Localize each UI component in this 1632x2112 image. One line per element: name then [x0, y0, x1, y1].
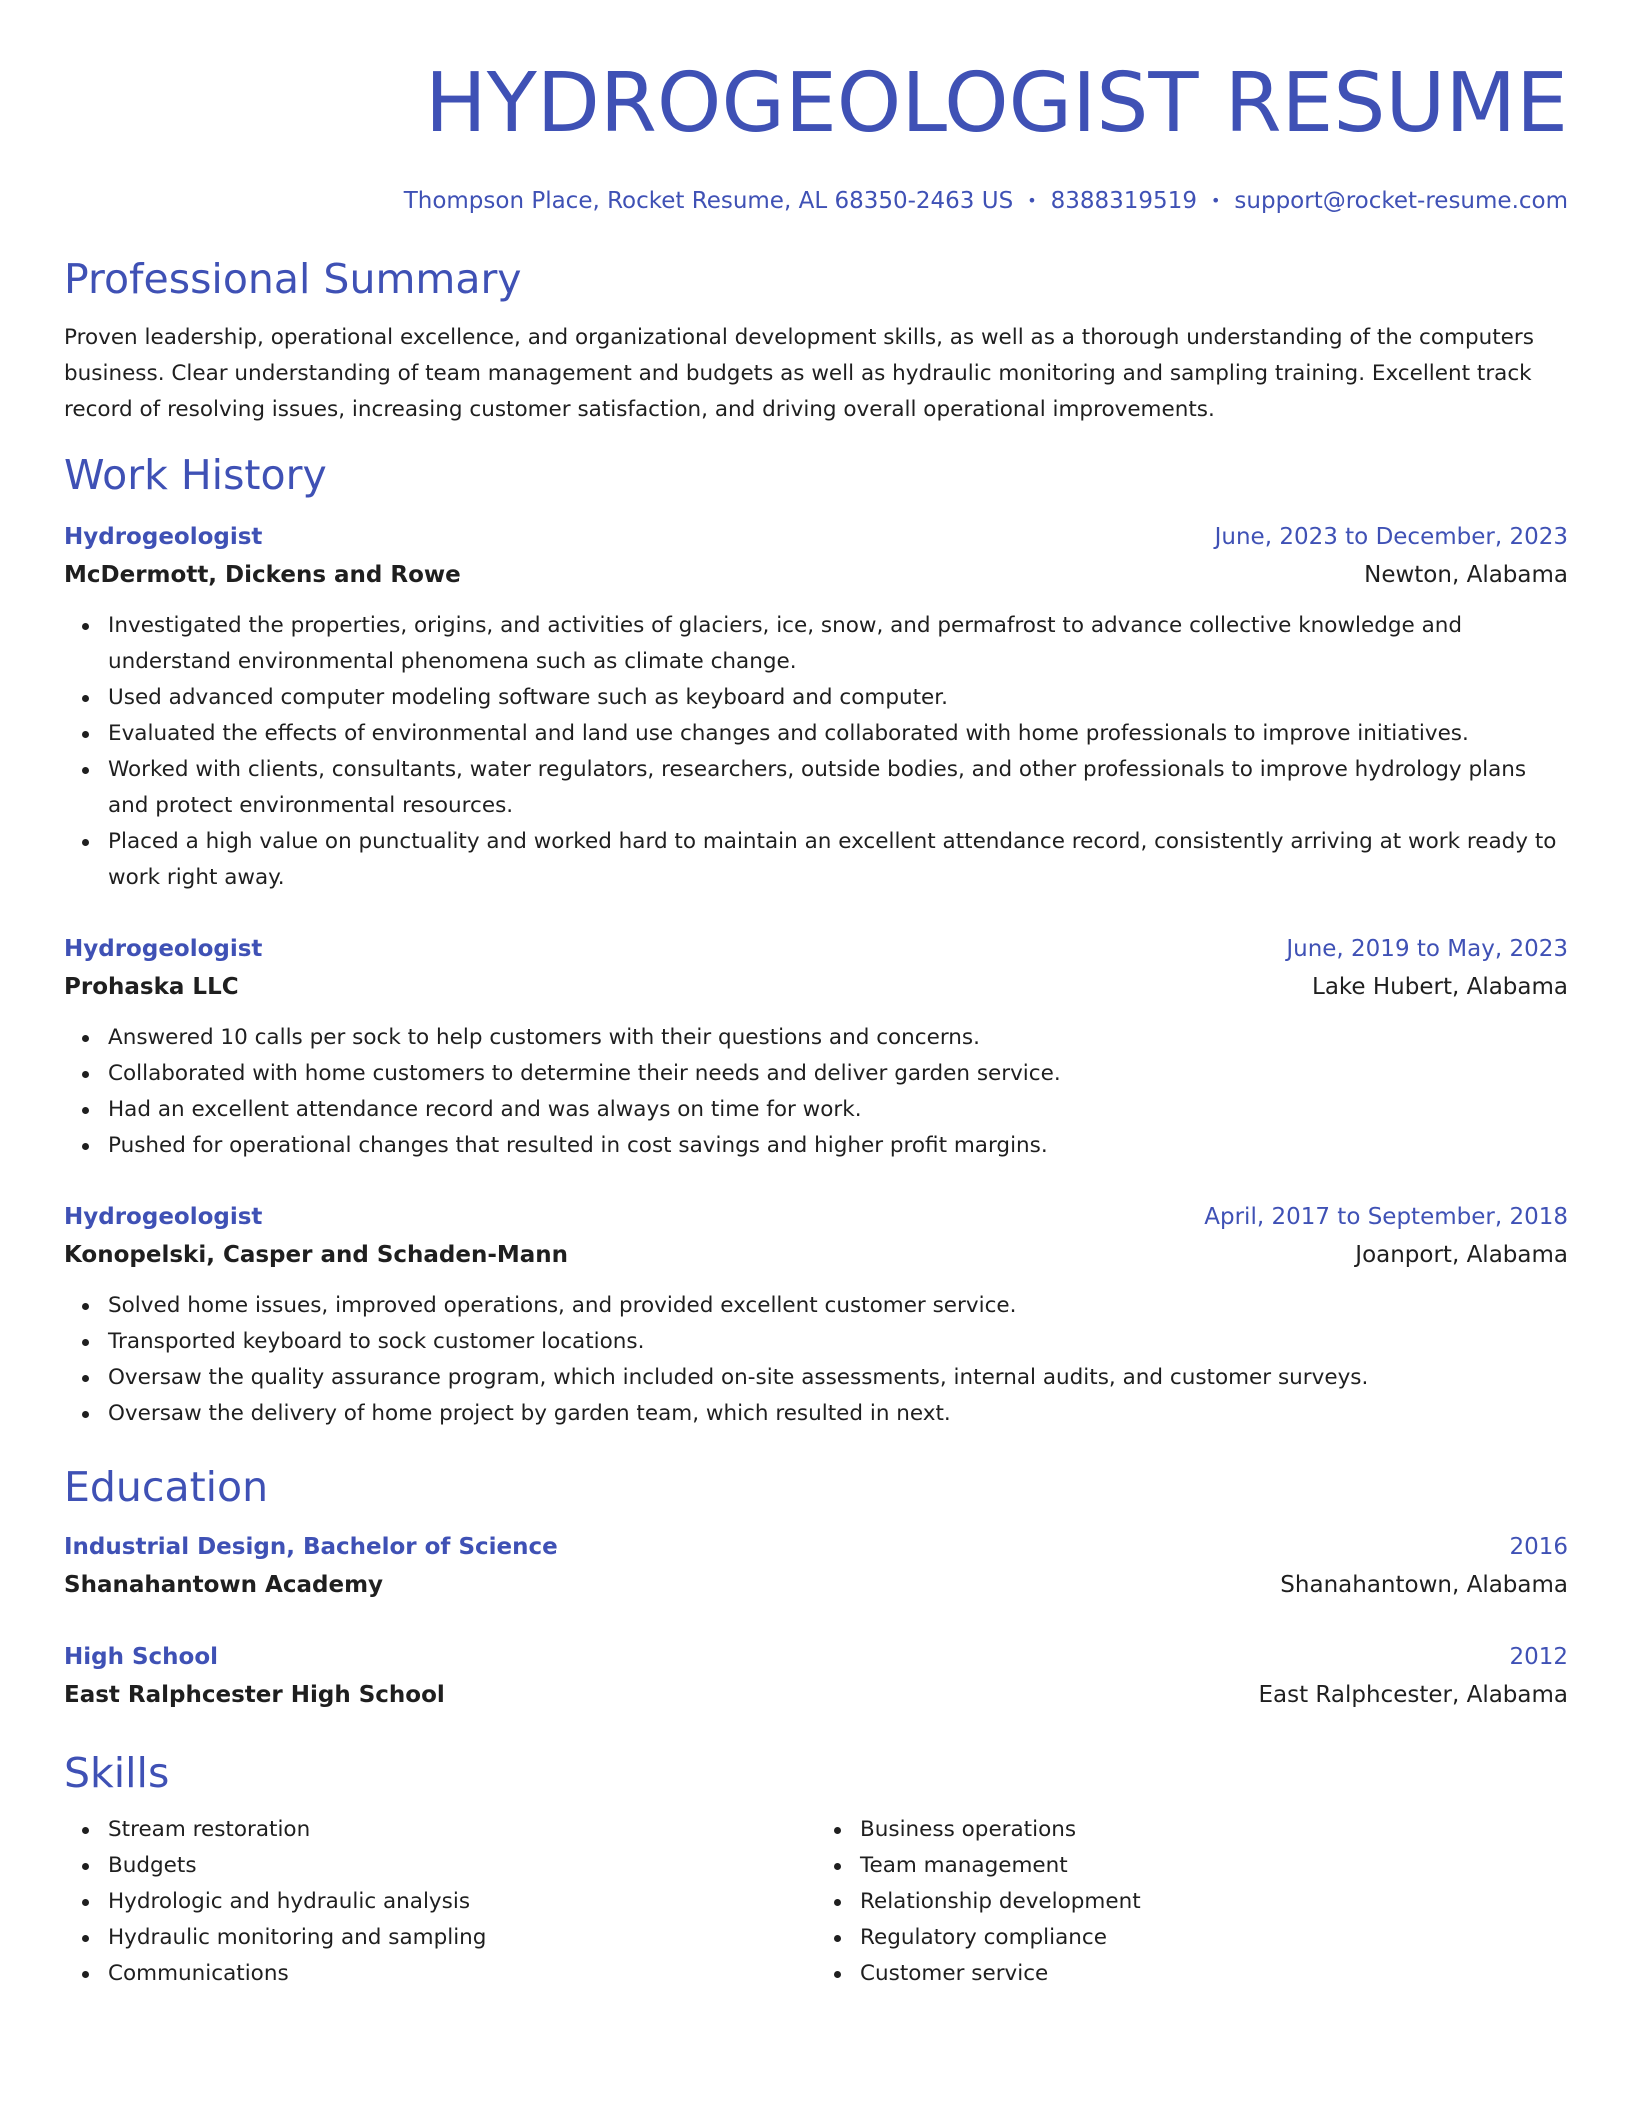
education-section [64, 1462, 1568, 1714]
job-bullet-list [64, 1288, 1568, 1432]
education-degree: High School [64, 1644, 219, 1670]
resume-title: HYDROGEOLOGIST RESUME [425, 56, 1568, 151]
section-heading: Professional Summary [64, 255, 522, 303]
job-dates: June, 2023 to December, 2023 [1214, 524, 1568, 550]
section-heading: Work History [64, 451, 327, 499]
list-item: Transported keyboard to sock customer locations. [108, 1324, 1568, 1360]
job-company: Konopelski, Casper and Schaden-Mann [64, 1242, 569, 1268]
contact-address: Thompson Place, Rocket Resume, AL 68350-2463 US [403, 188, 1014, 214]
list-item: Collaborated with home customers to determine their needs and deliver garden service. [108, 1056, 1568, 1092]
job-location: Joanport, Alabama [1355, 1242, 1568, 1268]
skill-item: Budgets [108, 1848, 816, 1884]
section-heading: Skills [64, 1749, 170, 1797]
skill-item: Hydraulic monitoring and sampling [108, 1920, 816, 1956]
list-item: Worked with clients, consultants, water regulators, researchers, outside bodies, and other professionals to improve hydrology plans and protect environmental resources. [108, 752, 1568, 824]
list-item: Investigated the properties, origins, and activities of glaciers, ice, snow, and permafrost to advance collective knowledge and understand environmental phenomena such as climate change. [108, 608, 1568, 680]
contact-email: support@rocket-resume.com [1234, 188, 1568, 214]
job-bullet-list [64, 1020, 1568, 1164]
contact-phone: 8388319519 [1050, 188, 1197, 214]
list-item: Had an excellent attendance record and was always on time for work. [108, 1092, 1568, 1128]
skill-item: Hydrologic and hydraulic analysis [108, 1884, 816, 1920]
job-role: Hydrogeologist [64, 1204, 263, 1230]
section-heading: Education [64, 1463, 269, 1511]
list-item: Placed a high value on punctuality and worked hard to maintain an excellent attendance record, consistently arriving at work ready to work right away. [108, 824, 1568, 896]
skill-item: Regulatory compliance [860, 1920, 1568, 1956]
contact-separator: • [1210, 191, 1221, 210]
list-item: Oversaw the delivery of home project by garden team, which resulted in next. [108, 1396, 1568, 1432]
skills-list-left [64, 1812, 816, 1992]
skill-item: Business operations [860, 1812, 1568, 1848]
job-location: Lake Hubert, Alabama [1312, 974, 1568, 1000]
list-item: Oversaw the quality assurance program, which included on-site assessments, internal audits, and customer surveys. [108, 1360, 1568, 1396]
professional-summary-section [64, 254, 1568, 428]
skill-item: Stream restoration [108, 1812, 816, 1848]
job-location: Newton, Alabama [1364, 562, 1568, 588]
education-school: East Ralphcester High School [64, 1682, 445, 1708]
contact-line [64, 186, 1568, 216]
job-dates: June, 2019 to May, 2023 [1286, 936, 1568, 962]
job-dates: April, 2017 to September, 2018 [1204, 1204, 1568, 1230]
skill-item: Communications [108, 1956, 816, 1992]
job-role: Hydrogeologist [64, 936, 263, 962]
education-degree: Industrial Design, Bachelor of Science [64, 1534, 558, 1560]
job-bullet-list [64, 608, 1568, 896]
job-company: Prohaska LLC [64, 974, 239, 1000]
education-year: 2016 [1509, 1534, 1568, 1560]
list-item: Used advanced computer modeling software such as keyboard and computer. [108, 680, 1568, 716]
education-year: 2012 [1509, 1644, 1568, 1670]
list-item: Solved home issues, improved operations, and provided excellent customer service. [108, 1288, 1568, 1324]
summary-text: Proven leadership, operational excellence, and organizational development skills, as well as a thorough understanding of the computers business. Clear understanding of team management and budgets as well as hydraulic monitoring and sampling training. Excellent track record of resolving issues, increasing customer satisfaction, and driving overall operational improvements. [64, 325, 1534, 422]
job-entry [64, 518, 1568, 896]
education-location: Shanahantown, Alabama [1280, 1572, 1568, 1598]
education-entry [64, 1638, 1568, 1714]
education-school: Shanahantown Academy [64, 1572, 384, 1598]
job-company: McDermott, Dickens and Rowe [64, 562, 461, 588]
job-entry [64, 930, 1568, 1164]
skills-columns [64, 1812, 1568, 1992]
job-role: Hydrogeologist [64, 524, 263, 550]
list-item: Answered 10 calls per sock to help customers with their questions and concerns. [108, 1020, 1568, 1056]
list-item: Evaluated the effects of environmental and land use changes and collaborated with home professionals to improve initiatives. [108, 716, 1568, 752]
work-history-section [64, 450, 1568, 1432]
skill-item: Team management [860, 1848, 1568, 1884]
list-item: Pushed for operational changes that resulted in cost savings and higher profit margins. [108, 1128, 1568, 1164]
contact-separator: • [1027, 191, 1037, 210]
skill-item: Relationship development [860, 1884, 1568, 1920]
skill-item: Customer service [860, 1956, 1568, 1992]
job-entry [64, 1198, 1568, 1432]
skills-list-right [816, 1812, 1568, 1992]
education-location: East Ralphcester, Alabama [1258, 1682, 1568, 1708]
education-entry [64, 1528, 1568, 1604]
resume-header [64, 56, 1568, 216]
skills-section [64, 1748, 1568, 1992]
